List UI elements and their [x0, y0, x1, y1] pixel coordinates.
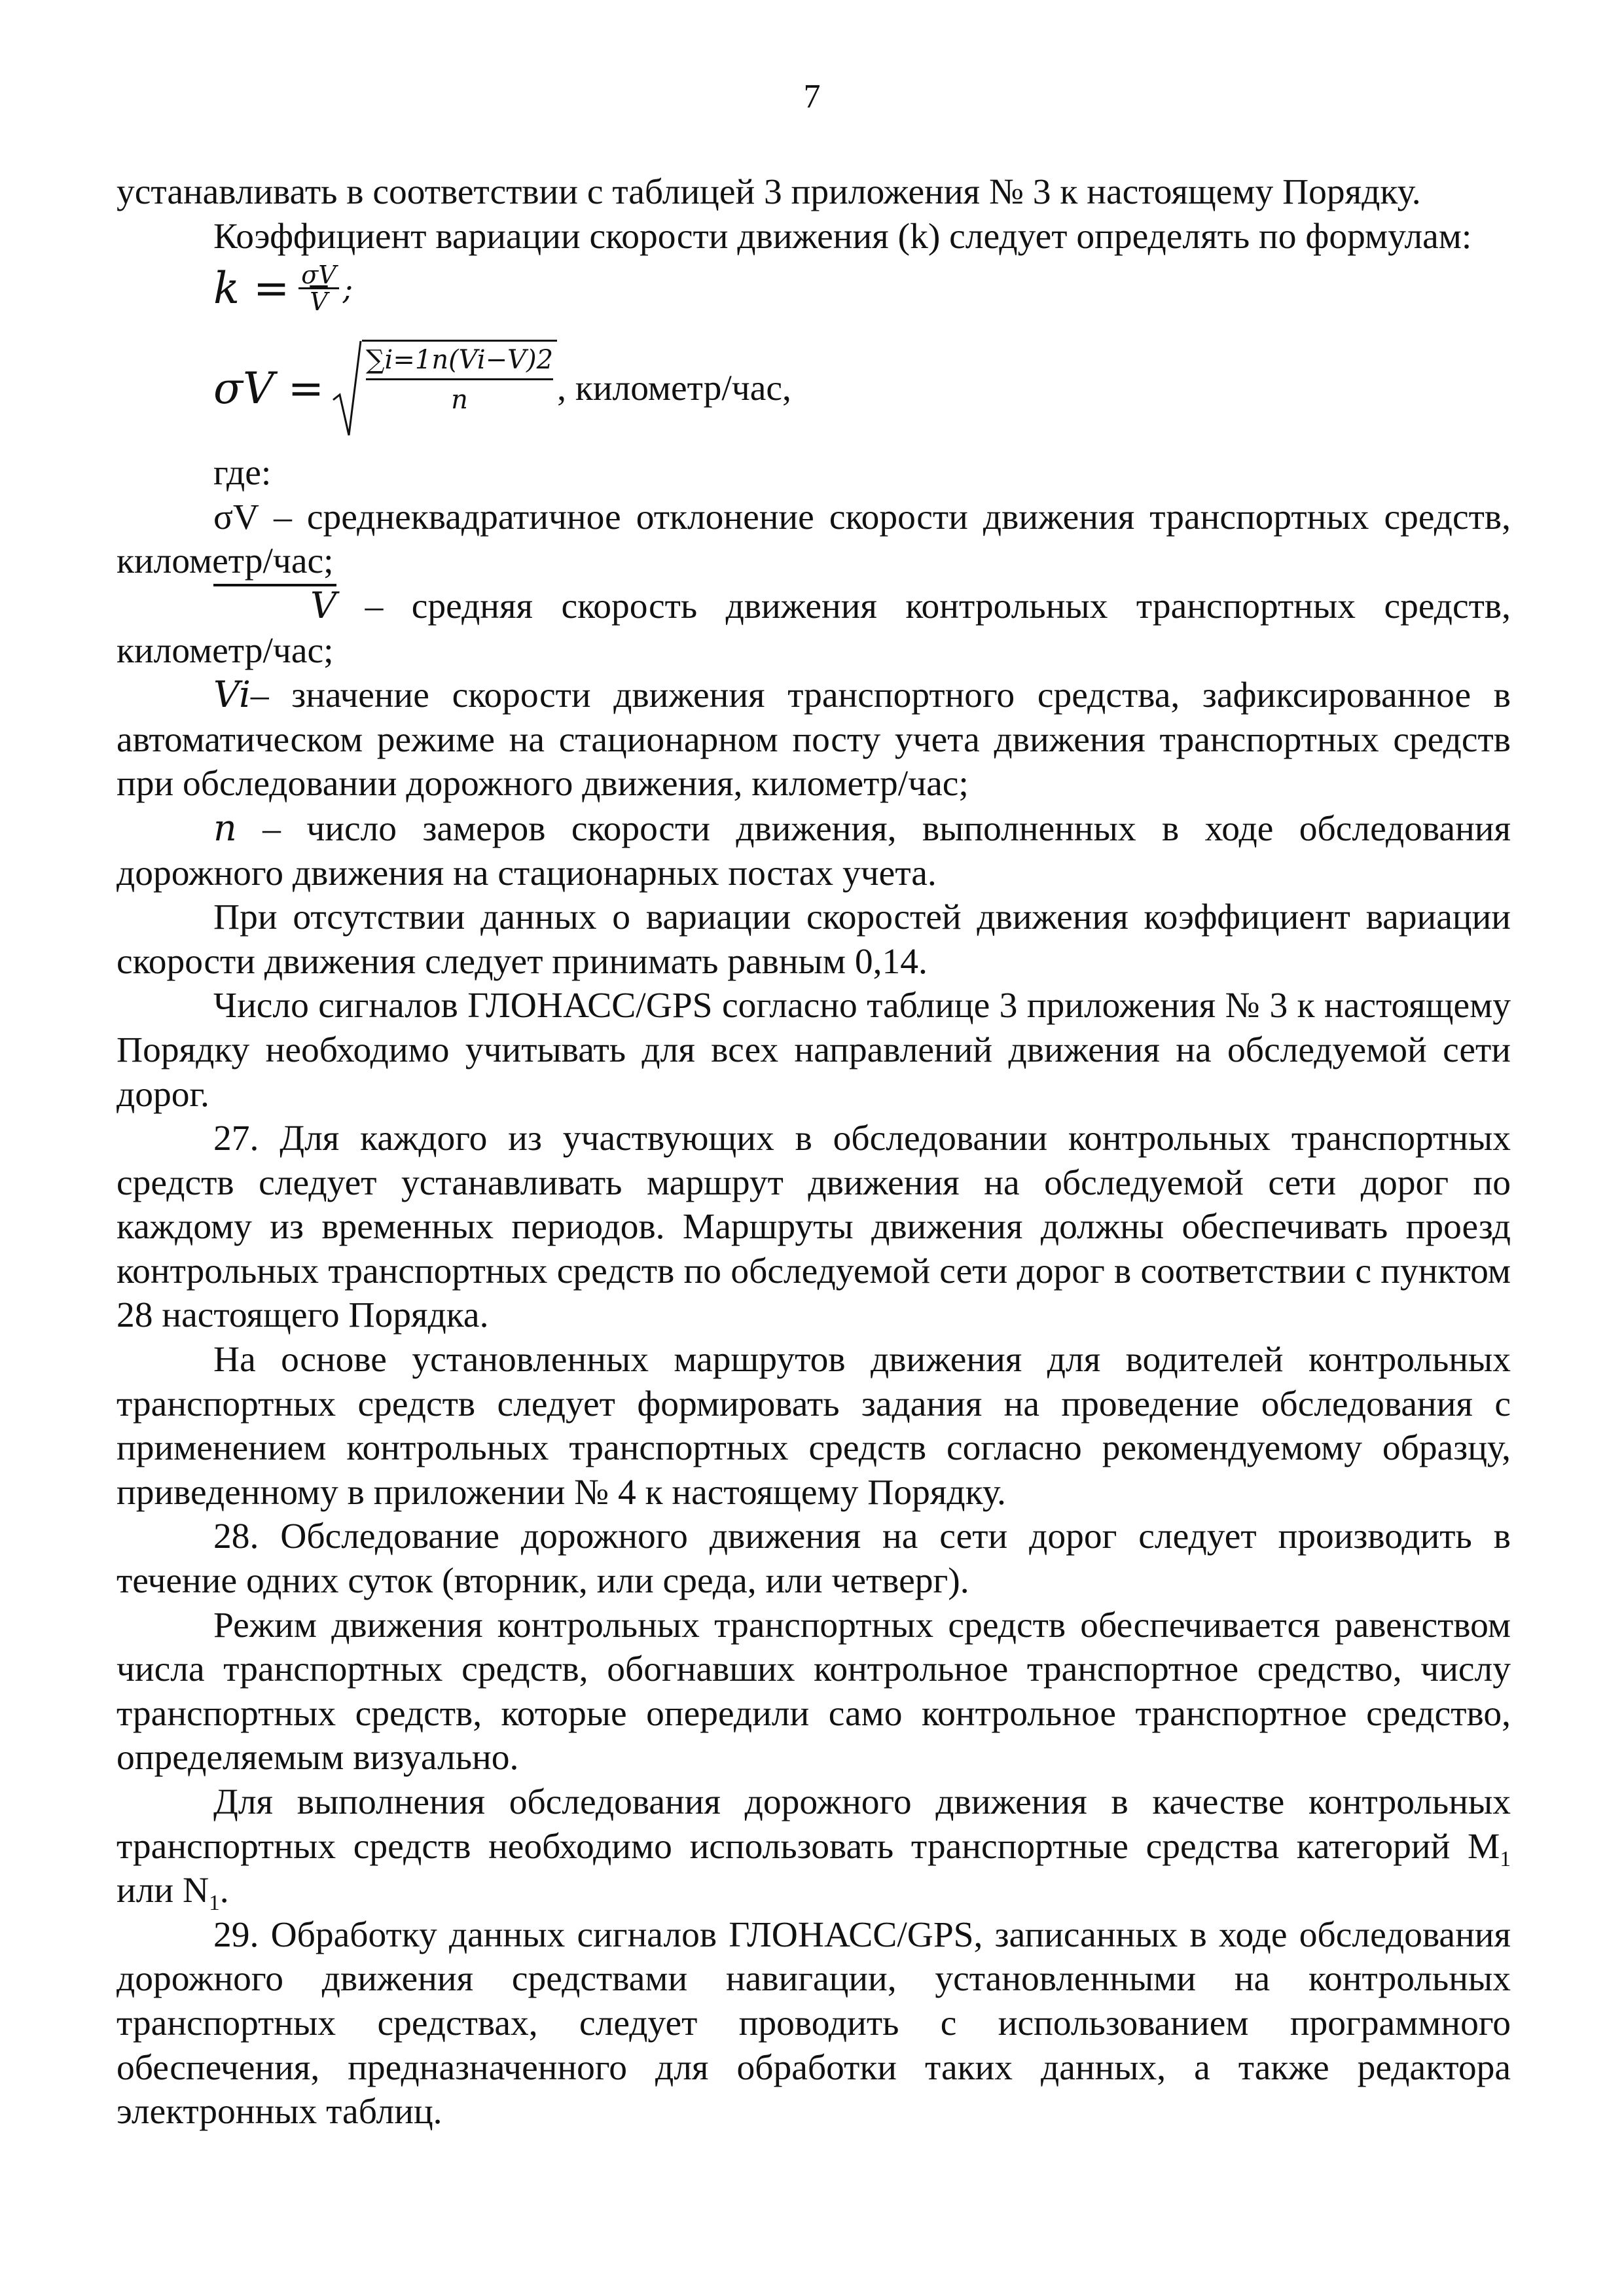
formula-sigma-denominator: n — [451, 385, 468, 416]
paragraph-29: 29. Обработку данных сигналов ГЛОНАСС/GPS, записанных в ходе обследования дорожного движения средствами навигации, установленными на контрольных транспортных средствах, следует проводить с использованием программного обеспечения, предназначенного для обработки таких данных, а также редактора электронных таблиц. — [117, 1914, 1511, 2132]
definition-n — [117, 806, 1511, 895]
definition-n-text: – число замеров скорости движения, выполненных в ходе обследования дорожного движения на стационарных постах учета. — [117, 808, 1511, 893]
definition-vi-symbol: Vi — [213, 673, 251, 717]
paragraph-routes-tasks: На основе установленных маршрутов движения для водителей контрольных транспортных средств следует формировать задания на проведение обследования с применением контрольных транспортных средств согласно рекомендуемому образцу, приведенному в приложении № 4 к настоящему Порядку. — [117, 1340, 1511, 1513]
formula-sigma-root — [332, 340, 557, 438]
where-label: где: — [213, 453, 272, 493]
paragraph-glonass-signals: Число сигналов ГЛОНАСС/GPS согласно таблице 3 приложения № 3 к настоящему Порядку необходимо учитывать для всех направлений движения на обследуемой сети дорог. — [117, 986, 1511, 1115]
paragraph-27: 27. Для каждого из участвующих в обследовании контрольных транспортных средств следует устанавливать маршрут движения на обследуемой сети дорог по каждому из временных периодов. Маршруты движения должны обеспечивать проезд контрольных транспортных средств по обследуемой сети дорог в соответствии с пунктом 28 настоящего Порядка. — [117, 1119, 1511, 1336]
formula-sigma-numerator: ∑i=1n(Vi−V)2 — [366, 345, 554, 376]
formula-sigma — [117, 336, 1511, 451]
formula-k-fraction — [298, 260, 338, 317]
definition-n-symbol: n — [213, 806, 237, 850]
paragraph-continuation: устанавливать в соответствии с таблицей 3 приложения № 3 к настоящему Порядку. — [117, 172, 1421, 212]
definition-vi — [117, 673, 1511, 806]
definition-mean-speed-text: – средняя скорость движения контрольных транспортных средств, километр/час; — [117, 586, 1511, 671]
definition-mean-speed-symbol: V — [213, 584, 336, 624]
formula-sigma-unit: , километр/час, — [557, 368, 791, 409]
paragraph-default-coefficient: При отсутствии данных о вариации скоростей движения коэффициент вариации скорости движения следует принимать равным 0,14. — [117, 897, 1511, 982]
definition-sigma-symbol: σV — [213, 497, 259, 537]
formula-sigma-lhs: σV = — [213, 363, 324, 414]
formula-k-lhs: k = — [213, 262, 290, 314]
paragraph-28: 28. Обследование дорожного движения на сети дорог следует производить в течение одних суток (вторник, или среда, или четверг). — [117, 1516, 1511, 1602]
paragraph-driving-mode: Режим движения контрольных транспортных средств обеспечивается равенством числа транспортных средств, обогнавших контрольное транспортное средство, числу транспортных средств, которые опередили само контрольное транспортное средство, определяемым визуально. — [117, 1605, 1511, 1778]
formula-k-tail: ; — [342, 270, 353, 306]
paragraph-coefficient-intro: Коэффициент вариации скорости движения (k) следует определять по формулам: — [213, 216, 1472, 257]
square-root-icon — [332, 340, 362, 438]
definition-vi-text: – значение скорости движения транспортного средства, зафиксированное в автоматическом режиме на стационарном посту учета движения транспортных средств при обследовании дорожного движения, километр/час; — [117, 675, 1511, 804]
definition-mean-speed — [117, 584, 1511, 673]
page-number: 7 — [803, 78, 821, 115]
definition-sigma — [117, 495, 1511, 584]
formula-k-denominator: V — [310, 287, 328, 317]
document-body — [117, 170, 1511, 2134]
formula-k-numerator: σV — [301, 260, 336, 290]
formula-k — [117, 259, 1511, 336]
definition-sigma-text: – среднеквадратичное отклонение скорости движения транспортных средств, километр/час; — [117, 497, 1511, 582]
paragraph-vehicle-categories: Для выполнения обследования дорожного движения в качестве контрольных транспортных средств необходимо использовать транспортные средства категорий $M_1$ или $N_1$. — [117, 1782, 1511, 1916]
